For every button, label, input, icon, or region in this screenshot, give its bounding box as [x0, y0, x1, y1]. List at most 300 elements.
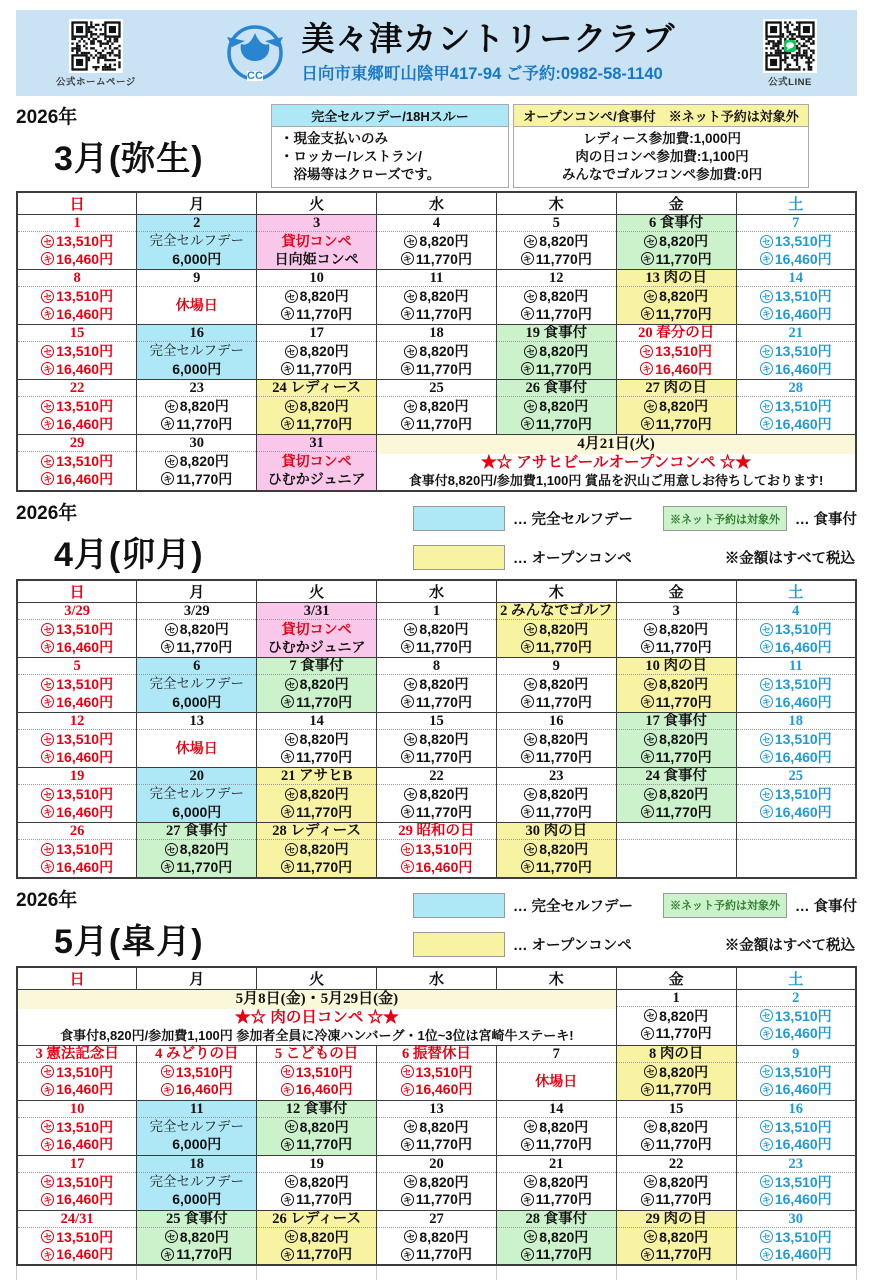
fee-mark-セ: セ: [41, 455, 54, 468]
day-header-月: 月: [137, 967, 257, 990]
day-cell-body: [737, 287, 855, 323]
cell-line: キ 11,770円: [377, 749, 496, 765]
cell-line: セ 13,510円: [18, 841, 136, 857]
legend-swatch-green: ※ネット予約は対象外: [663, 506, 787, 531]
week-row-4: [17, 380, 856, 435]
fee-mark-キ: キ: [401, 1193, 414, 1206]
fee-mark-キ: キ: [521, 362, 534, 375]
cell-line: セ 13,510円: [18, 621, 136, 637]
day-cell-body: [257, 730, 376, 766]
cell-line: キ 16,460円: [18, 859, 136, 875]
fee-mark-セ: セ: [524, 1175, 537, 1188]
day-number: 26 食事付: [497, 380, 616, 397]
fee-mark-キ: キ: [401, 1248, 414, 1261]
fee-mark-セ: セ: [41, 733, 54, 746]
cell-line: キ 11,770円: [497, 306, 616, 322]
fee-mark-キ: キ: [161, 417, 174, 430]
fee-mark-キ: キ: [281, 417, 294, 430]
day-number: 14: [257, 713, 376, 730]
day-number: 25: [737, 768, 855, 785]
day-cell-body: [737, 1118, 855, 1154]
cell-line: セ 8,820円: [377, 731, 496, 747]
cell-line: キ 11,770円: [617, 804, 736, 820]
day-number: 12 食事付: [257, 1101, 376, 1118]
day-cell-body: [737, 1228, 855, 1264]
day-number: 27 肉の日: [617, 380, 736, 397]
day-cell-body: [737, 342, 855, 378]
day-number: 25 食事付: [137, 1211, 256, 1228]
day-cell-10: [17, 1100, 137, 1155]
fee-mark-セ: セ: [644, 678, 657, 691]
day-cell-3/29: [137, 603, 257, 658]
cell-line: セ 13,510円: [18, 1174, 136, 1190]
day-cell-body: [18, 1173, 136, 1209]
calendar-table-3: [16, 966, 857, 1267]
fee-mark-キ: キ: [281, 1193, 294, 1206]
cell-line: セ 8,820円: [497, 288, 616, 304]
qr-line-block: [763, 19, 817, 88]
day-header-月: 月: [137, 192, 257, 215]
cell-line: キ 16,460円: [737, 306, 855, 322]
empty-cell: [137, 1266, 257, 1280]
fee-mark-セ: セ: [165, 843, 178, 856]
day-cell-14: [496, 1100, 616, 1155]
day-header-火: 火: [257, 192, 377, 215]
day-number: 18: [377, 325, 496, 342]
day-cell-10 肉の日: [616, 658, 736, 713]
fee-mark-キ: キ: [641, 1193, 654, 1206]
fee-mark-セ: セ: [285, 345, 298, 358]
fee-mark-セ: セ: [41, 623, 54, 636]
fee-mark-キ: キ: [401, 860, 414, 873]
fee-mark-キ: キ: [281, 307, 294, 320]
day-cell-body: [497, 1173, 616, 1209]
cell-line: セ 13,510円: [737, 676, 855, 692]
day-cell-body: [617, 1173, 736, 1209]
fee-mark-セ: セ: [524, 788, 537, 801]
fee-mark-キ: キ: [401, 252, 414, 265]
cell-line: セ 13,510円: [737, 233, 855, 249]
day-cell-7: [496, 1045, 616, 1100]
day-number: 10 肉の日: [617, 658, 736, 675]
fee-mark-セ: セ: [760, 290, 773, 303]
day-cell-26 レディース: [257, 1210, 377, 1265]
fee-mark-キ: キ: [641, 695, 654, 708]
day-cell-8: [377, 658, 497, 713]
day-number: 23: [137, 380, 256, 397]
legend-item: ※金額はすべて税込: [724, 937, 855, 954]
fee-mark-セ: セ: [644, 1120, 657, 1133]
fee-mark-セ: セ: [285, 1175, 298, 1188]
cell-line: キ 16,460円: [18, 1081, 136, 1097]
day-header-水: 水: [377, 580, 497, 603]
day-cell-body: [617, 620, 736, 656]
day-number: 20: [377, 1156, 496, 1173]
day-cell-body: [497, 785, 616, 821]
day-number: 25: [377, 380, 496, 397]
month-title-block: [16, 498, 271, 576]
week-row-5: [17, 1210, 856, 1265]
cell-line: セ 13,510円: [18, 1229, 136, 1245]
cell-line: キ 11,770円: [257, 1246, 376, 1262]
cell-line: キ 11,770円: [137, 416, 256, 432]
fee-mark-セ: セ: [644, 1009, 657, 1022]
fee-mark-セ: セ: [524, 678, 537, 691]
fee-mark-セ: セ: [760, 623, 773, 636]
cell-line: 6,000円: [172, 803, 222, 820]
day-cell-5 こどもの日: [257, 1045, 377, 1100]
day-cell-20: [377, 1155, 497, 1210]
day-number: 3/31: [257, 603, 376, 620]
day-cell-body: [497, 620, 616, 656]
fee-mark-キ: キ: [760, 417, 773, 430]
day-number: 19 食事付: [497, 325, 616, 342]
day-header-日: 日: [17, 192, 137, 215]
fee-mark-キ: キ: [41, 860, 54, 873]
cell-line: セ 13,510円: [18, 233, 136, 249]
week-row-3: [17, 1100, 856, 1155]
fee-mark-キ: キ: [760, 695, 773, 708]
day-cell-28 レディース: [257, 823, 377, 878]
day-number: 6 食事付: [617, 215, 736, 232]
month-section-2: [16, 498, 857, 879]
cell-line: キ 11,770円: [257, 416, 376, 432]
empty-row: [16, 1266, 857, 1280]
day-cell-body: [377, 287, 496, 323]
day-number: 28 食事付: [497, 1211, 616, 1228]
month-year: 2026年: [16, 107, 78, 128]
cell-line: 6,000円: [172, 250, 222, 267]
day-cell-15: [377, 713, 497, 768]
fee-mark-セ: セ: [760, 733, 773, 746]
fee-mark-キ: キ: [281, 1138, 294, 1151]
week-row-2: [17, 270, 856, 325]
cell-line: セ 8,820円: [377, 1119, 496, 1135]
fee-mark-セ: セ: [524, 1230, 537, 1243]
fee-mark-キ: キ: [760, 805, 773, 818]
day-number: 26: [18, 823, 136, 840]
cell-line: キ 11,770円: [137, 471, 256, 487]
week-row-1: [17, 603, 856, 658]
day-number: 24 食事付: [617, 768, 736, 785]
cell-line: セ 8,820円: [617, 398, 736, 414]
fee-mark-キ: キ: [401, 1138, 414, 1151]
cell-line: セ 13,510円: [18, 786, 136, 802]
fee-mark-キ: キ: [401, 750, 414, 763]
day-number: 2: [737, 990, 855, 1007]
fee-mark-セ: セ: [640, 345, 653, 358]
day-cell-body: [137, 397, 256, 433]
day-header-木: 木: [496, 967, 616, 990]
cell-line: 完全セルフデー: [149, 233, 245, 249]
day-cell-body: [18, 785, 136, 821]
cell-line: セ 13,510円: [737, 398, 855, 414]
fee-mark-キ: キ: [401, 640, 414, 653]
cell-line: 完全セルフデー: [149, 1173, 245, 1189]
day-header-火: 火: [257, 580, 377, 603]
day-number: 1: [617, 990, 736, 1007]
day-header-金: 金: [616, 580, 736, 603]
day-number: 11: [377, 270, 496, 287]
day-cell-body: [137, 785, 256, 821]
cell-line: キ 11,770円: [497, 859, 616, 875]
day-cell-body: [617, 1228, 736, 1264]
day-number: 6 振替休日: [377, 1046, 496, 1063]
cell-line: キ 11,770円: [137, 639, 256, 655]
day-cell-1: [377, 603, 497, 658]
day-cell-9: [736, 1045, 856, 1100]
fee-mark-キ: キ: [760, 1193, 773, 1206]
day-cell-16: [496, 713, 616, 768]
cell-line: セ 8,820円: [257, 1229, 376, 1245]
cell-line: セ 13,510円: [737, 288, 855, 304]
calendar-table-2: [16, 579, 857, 879]
day-cell-body: [377, 730, 496, 766]
day-header-月: 月: [137, 580, 257, 603]
cell-line: セ 8,820円: [617, 1229, 736, 1245]
cell-line: セ 8,820円: [497, 676, 616, 692]
cell-line: キ 11,770円: [497, 1246, 616, 1262]
day-cell-body: [737, 730, 855, 766]
info-box-line: 浴場等はクローズです。: [280, 167, 441, 182]
cell-line: キ 16,460円: [737, 639, 855, 655]
day-number: 26 レディース: [257, 1211, 376, 1228]
day-cell-19 食事付: [496, 325, 616, 380]
fee-mark-キ: キ: [760, 1027, 773, 1040]
day-cell-body: [497, 342, 616, 378]
month-section-1: [16, 102, 857, 492]
cell-line: キ 11,770円: [257, 694, 376, 710]
cell-line: キ 16,460円: [737, 361, 855, 377]
day-cell-12: [17, 713, 137, 768]
fee-mark-キ: キ: [641, 1083, 654, 1096]
fee-mark-セ: セ: [524, 345, 537, 358]
cell-line: セ 13,510円: [18, 731, 136, 747]
month-header: [16, 498, 857, 576]
day-number: 7: [497, 1046, 616, 1063]
day-number: 14: [497, 1101, 616, 1118]
day-number: 15: [18, 325, 136, 342]
day-number: 18: [737, 713, 855, 730]
cell-line: キ 11,770円: [257, 1191, 376, 1207]
legend-label: … 食事付: [794, 898, 857, 915]
day-number: 19: [18, 768, 136, 785]
cell-line: セ 13,510円: [737, 343, 855, 359]
fee-mark-セ: セ: [285, 1120, 298, 1133]
cell-line: 6,000円: [172, 360, 222, 377]
fee-mark-キ: キ: [281, 695, 294, 708]
cell-line: セ 8,820円: [617, 1119, 736, 1135]
day-cell-body: [737, 1173, 855, 1209]
cell-line: セ 13,510円: [18, 288, 136, 304]
cell-line: キ 11,770円: [257, 804, 376, 820]
fee-mark-セ: セ: [644, 623, 657, 636]
qr-homepage-block: [56, 19, 136, 88]
fee-mark-キ: キ: [521, 805, 534, 818]
day-cell-5: [496, 215, 616, 270]
fee-mark-セ: セ: [644, 400, 657, 413]
cell-line: キ 11,770円: [617, 749, 736, 765]
cell-line: キ 11,770円: [377, 306, 496, 322]
day-cell-3: [257, 215, 377, 270]
cell-line: セ 8,820円: [617, 676, 736, 692]
cell-line: セ 8,820円: [617, 786, 736, 802]
fee-mark-セ: セ: [524, 400, 537, 413]
cell-line: セ 8,820円: [257, 1119, 376, 1135]
month-title-block: [16, 885, 271, 963]
cell-line: セ 8,820円: [137, 1229, 256, 1245]
cell-line: セ 8,820円: [137, 398, 256, 414]
cell-line: セ 8,820円: [377, 1174, 496, 1190]
day-number: 9: [737, 1046, 855, 1063]
cell-line: キ 16,460円: [18, 471, 136, 487]
cell-line: キ 16,460円: [377, 1081, 496, 1097]
day-number: 22: [377, 768, 496, 785]
fee-mark-キ: キ: [641, 252, 654, 265]
day-cell-body: [137, 1118, 256, 1154]
info-box-body: [514, 127, 808, 187]
fee-mark-セ: セ: [285, 290, 298, 303]
day-cell-body: [18, 1228, 136, 1264]
day-number: 3/29: [137, 603, 256, 620]
day-cell-18: [736, 713, 856, 768]
cell-line: キ 11,770円: [377, 694, 496, 710]
week-row-2: [17, 658, 856, 713]
day-cell-1: [616, 989, 736, 1045]
cell-line: セ 13,510円: [18, 1064, 136, 1080]
fee-mark-キ: キ: [281, 805, 294, 818]
day-number: 24 レディース: [257, 380, 376, 397]
day-number: 9: [497, 658, 616, 675]
fee-mark-キ: キ: [41, 1138, 54, 1151]
day-header-土: 土: [736, 580, 856, 603]
cell-line: セ 8,820円: [377, 786, 496, 802]
day-cell-22: [377, 768, 497, 823]
info-box-line: 肉の日コンペ参加費:1,100円: [575, 149, 749, 164]
cell-line: セ 13,510円: [617, 343, 736, 359]
day-cell-body: [737, 785, 855, 821]
cell-line: セ 8,820円: [617, 621, 736, 637]
day-cell-7: [736, 215, 856, 270]
day-cell-23: [736, 1155, 856, 1210]
cell-line: 休場日: [175, 740, 218, 756]
week-row-4: [17, 1155, 856, 1210]
day-cell-body: [257, 1228, 376, 1264]
cell-line: キ 11,770円: [257, 306, 376, 322]
day-cell-body: [617, 287, 736, 323]
day-cell-4 みどりの日: [137, 1045, 257, 1100]
cell-line: 日向姫コンペ: [274, 250, 359, 267]
day-cell-7 食事付: [257, 658, 377, 713]
day-number: 2: [137, 215, 256, 232]
day-cell-empty: [736, 823, 856, 878]
cell-line: キ 16,460円: [257, 1081, 376, 1097]
fee-mark-キ: キ: [521, 417, 534, 430]
cell-line: キ 11,770円: [377, 1191, 496, 1207]
month-header: [16, 885, 857, 963]
fee-mark-セ: セ: [524, 1120, 537, 1133]
cell-line: 完全セルフデー: [149, 786, 245, 802]
day-header-土: 土: [736, 967, 856, 990]
day-cell-body: [18, 730, 136, 766]
day-cell-body: [617, 1007, 736, 1043]
day-cell-30: [137, 435, 257, 492]
day-number: 21 アサヒB: [257, 768, 376, 785]
fee-mark-キ: キ: [161, 472, 174, 485]
announcement-line: 食事付8,820円/参加費1,100円 参加者全員に冷凍ハンバーグ・1位~3位は宮崎牛ステーキ!: [60, 1027, 574, 1043]
cell-line: キ 11,770円: [377, 251, 496, 267]
day-cell-body: [617, 1118, 736, 1154]
day-header-水: 水: [377, 967, 497, 990]
cell-line: キ 16,460円: [18, 694, 136, 710]
day-cell-body: [497, 1063, 616, 1099]
month-name: 4月(卯月): [54, 536, 204, 574]
fee-mark-キ: キ: [760, 252, 773, 265]
day-cell-8 肉の日: [616, 1045, 736, 1100]
day-cell-body: [737, 397, 855, 433]
empty-cell: [257, 1266, 377, 1280]
cell-line: セ 8,820円: [497, 786, 616, 802]
cell-line: キ 11,770円: [377, 1136, 496, 1152]
fee-mark-セ: セ: [644, 290, 657, 303]
fee-mark-キ: キ: [41, 1248, 54, 1261]
cell-line: キ 11,770円: [617, 1246, 736, 1262]
day-number: 8: [377, 658, 496, 675]
day-cell-body: [18, 452, 136, 488]
week-row-1: [17, 215, 856, 270]
day-cell-body: [18, 397, 136, 433]
cell-line: セ 8,820円: [377, 233, 496, 249]
fee-mark-セ: セ: [644, 1230, 657, 1243]
day-cell-29 昭和の日: [377, 823, 497, 878]
info-box-line: ・現金支払いのみ: [280, 131, 388, 146]
cell-line: セ 8,820円: [617, 288, 736, 304]
fee-mark-セ: セ: [41, 290, 54, 303]
day-cell-3/31: [257, 603, 377, 658]
cell-line: セ 8,820円: [377, 1229, 496, 1245]
cell-line: キ 11,770円: [617, 306, 736, 322]
day-cell-26: [17, 823, 137, 878]
page-title: 美々津カントリークラブ: [301, 19, 676, 57]
cell-line: セ 8,820円: [617, 1064, 736, 1080]
day-number: 13: [377, 1101, 496, 1118]
cell-line: キ 16,460円: [18, 306, 136, 322]
day-cell-body: [377, 1063, 496, 1099]
fee-mark-セ: セ: [760, 345, 773, 358]
day-cell-body: [18, 232, 136, 268]
day-number: 28: [737, 380, 855, 397]
day-number: 13 肉の日: [617, 270, 736, 287]
fee-mark-キ: キ: [521, 252, 534, 265]
day-cell-body: [377, 620, 496, 656]
day-number: 18: [137, 1156, 256, 1173]
day-number: 29 昭和の日: [377, 823, 496, 840]
cell-line: キ 11,770円: [617, 639, 736, 655]
day-cell-24/31: [17, 1210, 137, 1265]
cell-line: セ 13,510円: [737, 621, 855, 637]
day-cell-28 食事付: [496, 1210, 616, 1265]
fee-mark-キ: キ: [41, 750, 54, 763]
day-number: 23: [737, 1156, 855, 1173]
info-box-header: 完全セルフデー/18Hスルー: [272, 105, 508, 127]
day-number: 7: [737, 215, 855, 232]
day-cell-1: [17, 215, 137, 270]
club-address: 日向市東郷町山陰甲417-94 ご予約:0982-58-1140: [301, 65, 663, 84]
day-number: 8 肉の日: [617, 1046, 736, 1063]
cell-line: セ 13,510円: [737, 1174, 855, 1190]
fee-mark-キ: キ: [640, 362, 653, 375]
day-cell-body: [377, 675, 496, 711]
